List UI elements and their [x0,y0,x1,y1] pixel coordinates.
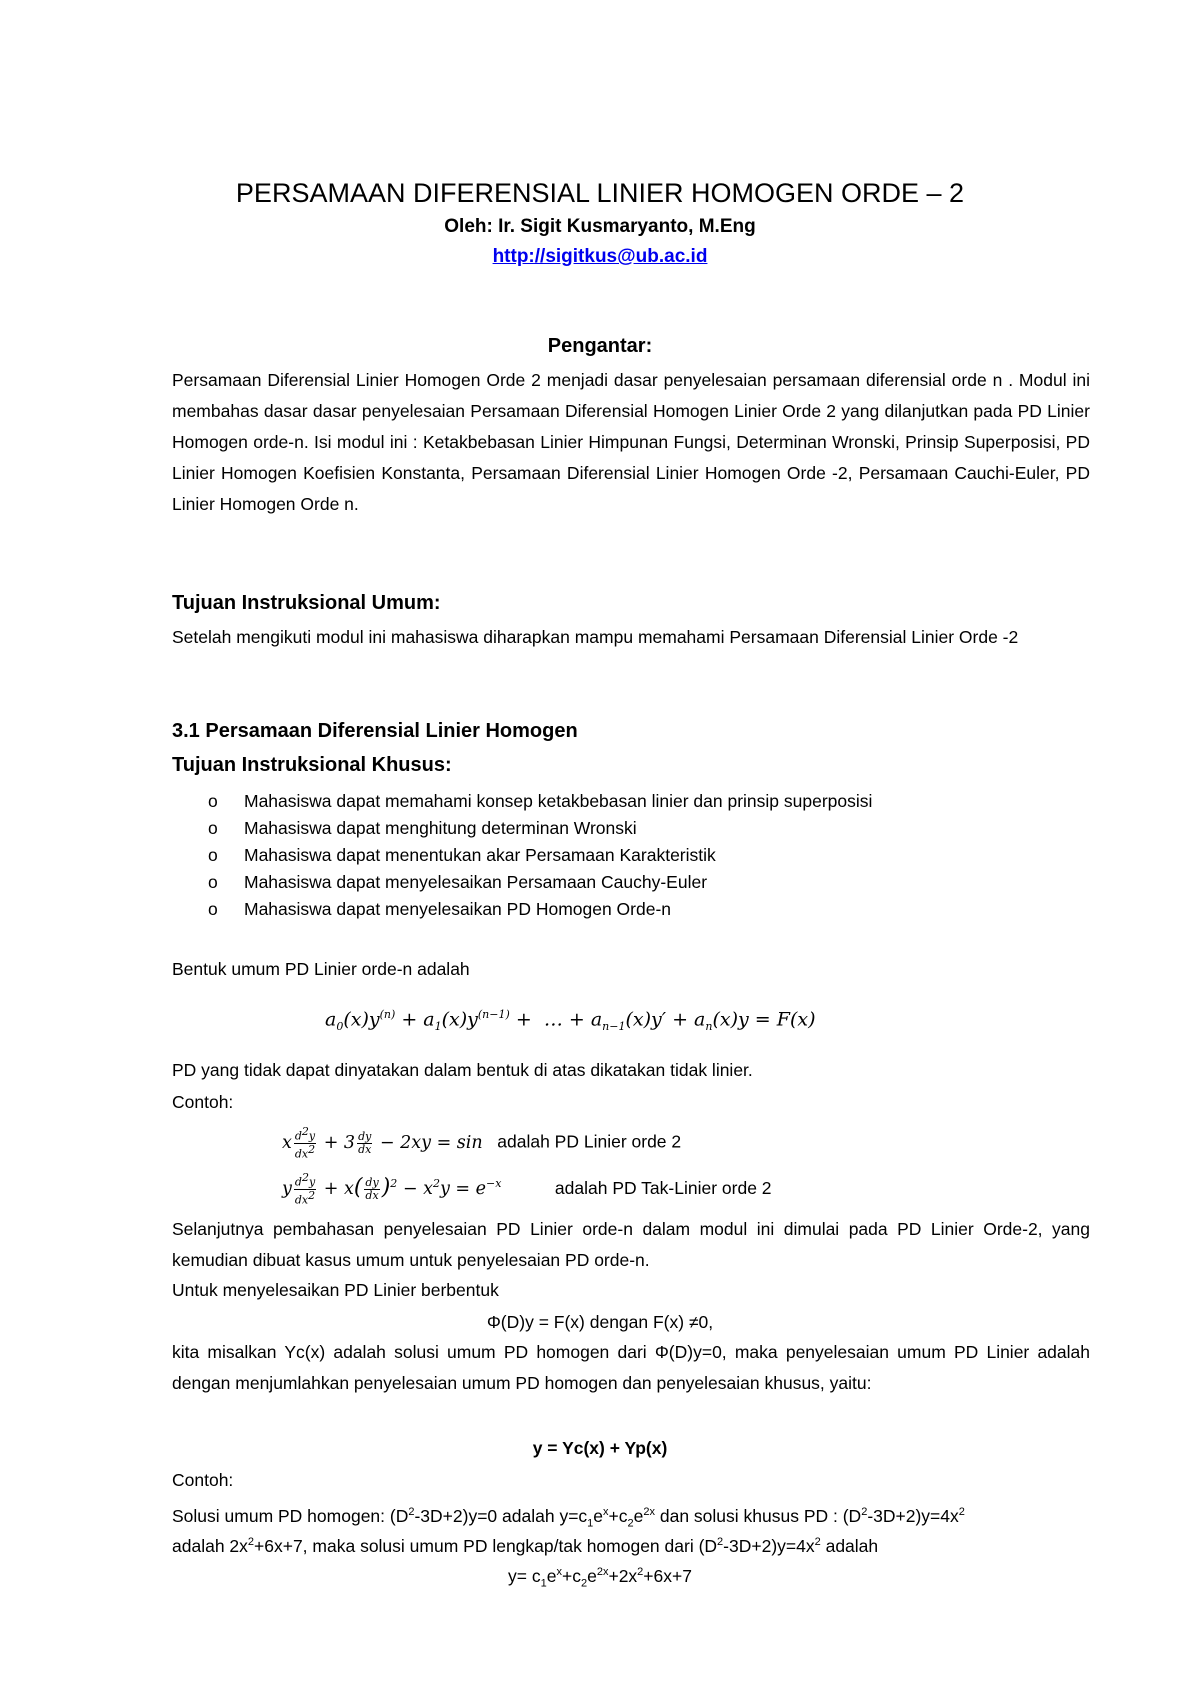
author-url [0,246,1200,268]
list-item [172,788,1072,815]
objectives-list [172,788,1072,923]
example-2-desc: adalah PD Tak-Linier orde 2 [554,1177,772,1198]
solve-intro: Untuk menyelesaikan PD Linier berbentuk [172,1280,499,1300]
list-item [172,815,1072,842]
list-item [172,842,1072,869]
contoh-label: Contoh: [172,1092,234,1112]
bullet-mark: o [208,872,218,892]
bullet-mark: o [208,791,218,811]
bullet-mark: o [208,899,218,919]
general-form-equation: $a_0(x)y^{(n)} + a_1(x)y^{(n-1)}$ + … + $a_{n-1}(x)y' + a_n(x)y = F(x)$ [325,1008,816,1034]
next-paragraph: Selanjutnya pembahasan penyelesaian PD Linier orde-n dalam modul ini dimulai pada PD Linier Orde-2, yang kemudian dibuat kasus umum untuk penyelesaian PD orde-n. [172,1219,1090,1270]
list-item-text: Mahasiswa dapat menyelesaikan Persamaan Cauchy-Euler [244,872,708,892]
bullet-mark: o [208,845,218,865]
contoh-label-2: Contoh: [172,1470,234,1490]
not-linear-text: PD yang tidak dapat dinyatakan dalam bentuk di atas dikatakan tidak linier. [172,1060,753,1080]
example-2-equation: y $\frac{d^2y}{dx^2}$ + x( $\frac{dy}{dx}$ )$^2 - x^2y = e^{-x}$ [282,1171,502,1207]
section-heading: 3.1 Persamaan Diferensial Linier Homogen [172,720,578,742]
phi-equation: Φ(D)y = F(x) dengan F(x) ≠0, [486,1312,714,1332]
general-solution: y = Yc(x) + Yp(x) [532,1438,668,1458]
example-1 [282,1126,681,1160]
tik-heading: Tujuan Instruksional Khusus: [172,754,452,776]
list-item-text: Mahasiswa dapat menyelesaikan PD Homogen Orde-n [244,899,672,919]
list-item-text: Mahasiswa dapat menentukan akar Persamaan Karakteristik [244,845,716,865]
example-3-solution: $y= c_1e^x+c_2e^{2x}+2x^2+6x+7$ [508,1565,692,1590]
list-item-text: Mahasiswa dapat memahami konsep ketakbebasan linier dan prinsip superposisi [244,791,873,811]
solve-paragraph: kita misalkan Yc(x) adalah solusi umum PD homogen dari Φ(D)y=0, maka penyelesaian umum PD Linier adalah dengan menjumlahkan penyelesaian umum PD homogen dan penyelesaian khusus, yaitu: [172,1342,1090,1393]
author-line: Oleh: Ir. Sigit Kusmaryanto, M.Eng [444,216,756,237]
example-3-line-1: Solusi umum PD homogen: $(D^2-3D+2)y=0$ adalah $y=c_1e^x+c_2e^{2x}$ dan solusi khusus PD : $(D^2-3D+2)y=4x^2$ [172,1505,965,1530]
list-item-text: Mahasiswa dapat menghitung determinan Wronski [244,818,637,838]
example-1-equation: x $\frac{d^2y}{dx^2}$ + 3 $\frac{dy}{dx}$ − 2xy = sin [282,1125,483,1161]
author-link[interactable]: http://sigitkus@ub.ac.id [492,246,708,267]
tiu-heading: Tujuan Instruksional Umum: [172,592,441,614]
intro-heading: Pengantar: [547,335,653,357]
example-2 [282,1172,772,1206]
bullet-mark: o [208,818,218,838]
tiu-paragraph: Setelah mengikuti modul ini mahasiswa diharapkan mampu memahami Persamaan Diferensial Linier Orde -2 [172,627,1019,647]
intro-paragraph: Persamaan Diferensial Linier Homogen Orde 2 menjadi dasar penyelesaian persamaan diferensial orde n . Modul ini membahas dasar dasar penyelesaian Persamaan Diferensial Homogen Linier Orde 2 yang dilanjutkan pada PD Linier Homogen orde-n. Isi modul ini : Ketakbebasan Linier Himpunan Fungsi, Determinan Wronski, Prinsip Superposisi, PD Linier Homogen Koefisien Konstanta, Persamaan Diferensial Linier Homogen Orde -2, Persamaan Cauchi-Euler, PD Linier Homogen Orde n. [172,370,1090,514]
list-item [172,869,1072,896]
list-item [172,896,1072,923]
document-title: PERSAMAAN DIFERENSIAL LINIER HOMOGEN ORDE – 2 [235,178,965,208]
general-form-intro: Bentuk umum PD Linier orde-n adalah [172,959,470,979]
example-1-desc: adalah PD Linier orde 2 [497,1131,682,1152]
example-3-line-2: adalah $2x^2+6x+7$, maka solusi umum PD lengkap/tak homogen dari $(D^2-3D+2)y=4x^2$ adalah [172,1535,879,1556]
